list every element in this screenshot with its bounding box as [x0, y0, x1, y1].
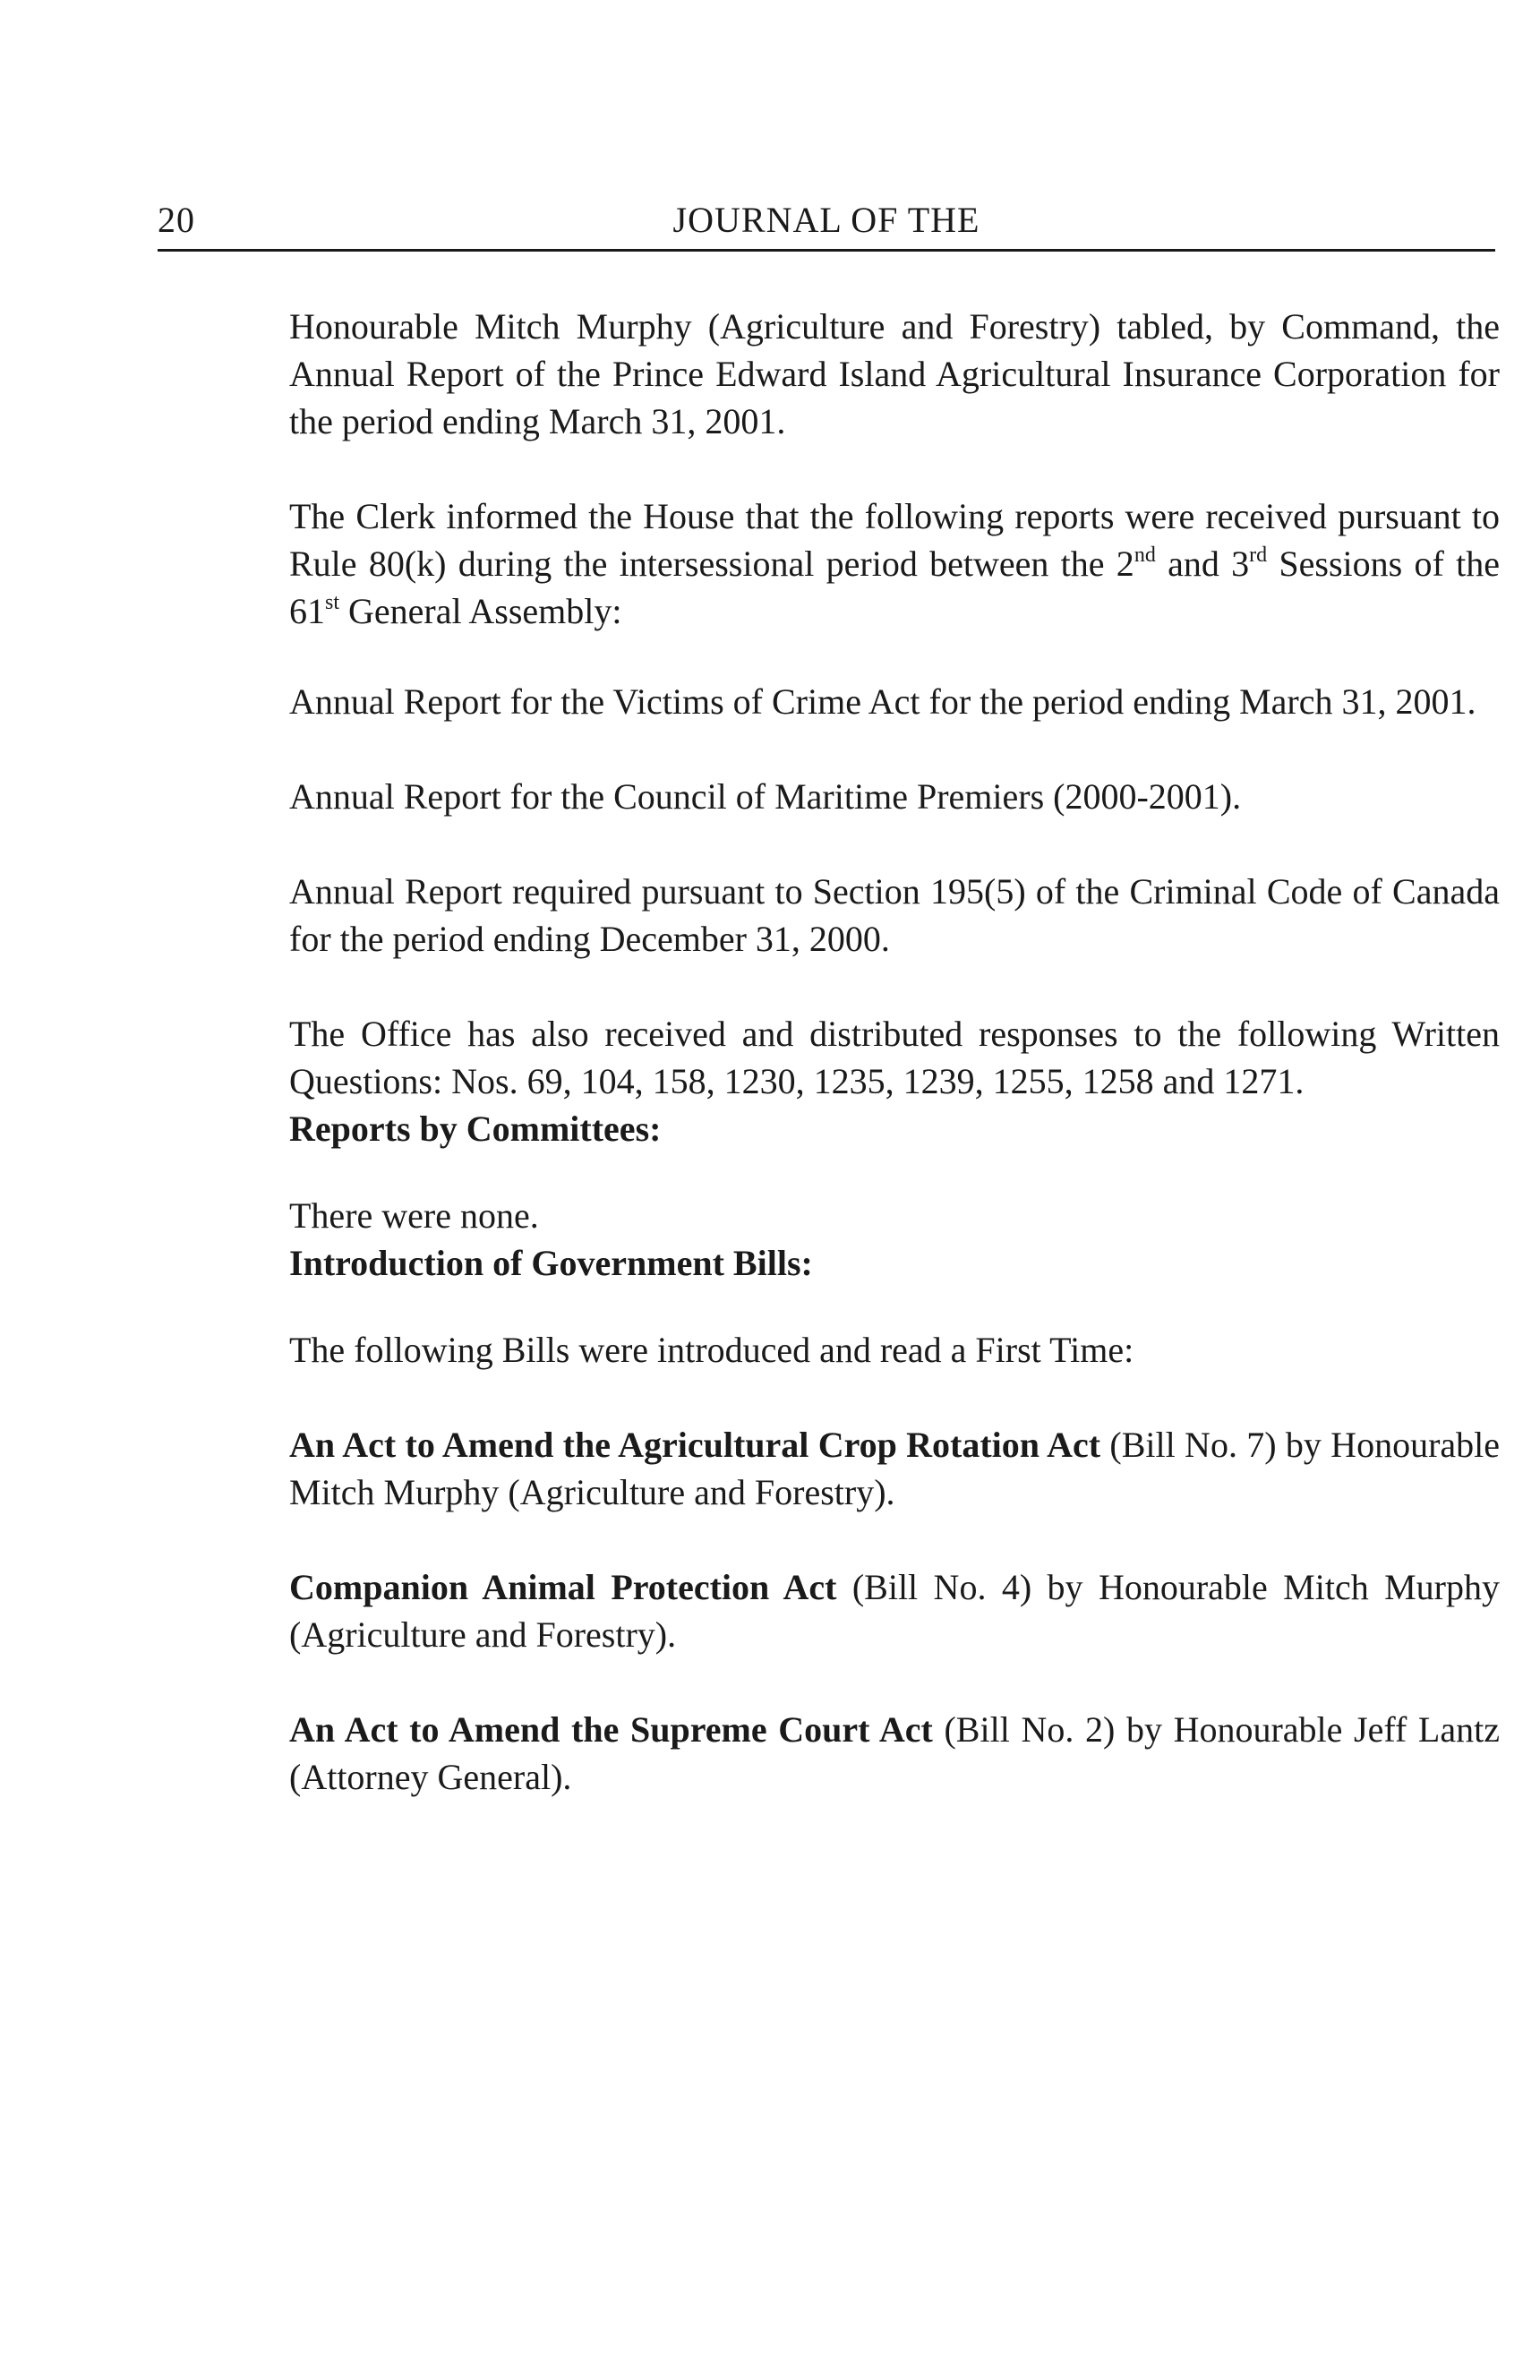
bill-item — [289, 1563, 1500, 1658]
ordinal-suffix: rd — [1249, 544, 1268, 567]
ordinal-suffix: st — [325, 591, 340, 614]
bill-title: Companion Animal Protection Act — [289, 1567, 837, 1607]
report-victims-of-crime: Annual Report for the Victims of Crime Act for the period ending March 31, 2001. — [289, 681, 1476, 722]
ordinal-suffix: nd — [1134, 544, 1156, 567]
bill-details: (Bill No. 4) by Honourable Mitch Murphy (Agriculture and Forestry). — [289, 1567, 1500, 1655]
clerk-text-2: and 3 — [1155, 544, 1250, 584]
committees-heading: Reports by Committees: — [289, 1109, 662, 1149]
clerk-text-3: Sessions of the 61 — [289, 544, 1500, 631]
bill-details: (Bill No. 2) by Honourable Jeff Lantz (Attorney General). — [289, 1709, 1500, 1797]
committees-text: There were none. — [289, 1195, 539, 1236]
journal-title: JOURNAL OF THE — [672, 200, 980, 240]
page-number: 20 — [158, 200, 195, 240]
bill-title: An Act to Amend the Agricultural Crop Rotation Act — [289, 1425, 1101, 1465]
clerk-text-1: The Clerk informed the House that the following reports were received pursuant to Rule 80(k) during the intersessional period between the 2 — [289, 496, 1500, 584]
bill-item — [289, 1706, 1500, 1801]
bill-title: An Act to Amend the Supreme Court Act — [289, 1709, 933, 1750]
running-header — [158, 199, 1495, 252]
page-content — [289, 303, 1500, 1801]
government-bills-heading: Introduction of Government Bills: — [289, 1243, 813, 1283]
clerk-text-4: General Assembly: — [339, 591, 622, 631]
written-questions-paragraph: The Office has also received and distributed responses to the following Written Questions: Nos. 69, 104, 158, 1230, 1235, 1239, 1255, 1258 and 1271. — [289, 1014, 1500, 1101]
bills-intro: The following Bills were introduced and read a First Time: — [289, 1330, 1134, 1370]
bill-details: (Bill No. 7) by Honourable Mitch Murphy (Agriculture and Forestry). — [289, 1425, 1501, 1512]
report-criminal-code: Annual Report required pursuant to Section 195(5) of the Criminal Code of Canada for the period ending December 31, 2000. — [289, 871, 1500, 959]
tabled-report-paragraph: Honourable Mitch Murphy (Agriculture and Forestry) tabled, by Command, the Annual Report of the Prince Edward Island Agricultural Insurance Corporation for the period ending March 31, 2001. — [289, 306, 1500, 441]
clerk-paragraph — [289, 492, 1500, 635]
report-council-maritime-premiers: Annual Report for the Council of Maritime Premiers (2000-2001). — [289, 776, 1242, 817]
bill-item — [289, 1421, 1500, 1516]
